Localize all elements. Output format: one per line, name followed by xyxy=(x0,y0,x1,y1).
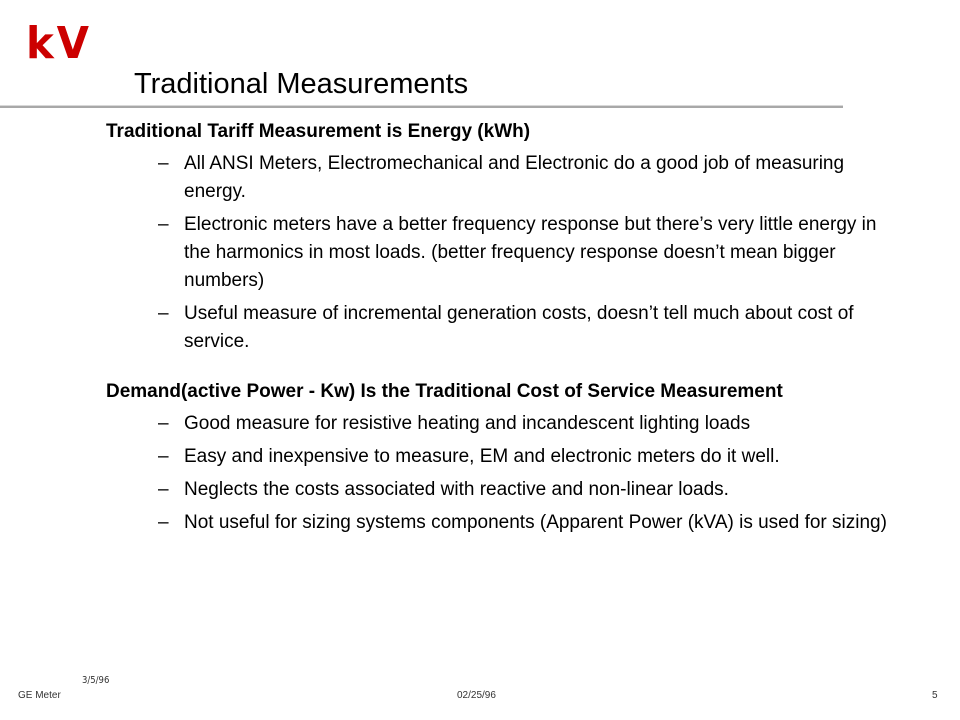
section-heading-demand: Demand(active Power - Kw) Is the Traditional Cost of Service Measurement xyxy=(106,381,783,402)
page-number: 5 xyxy=(932,690,938,701)
dash-bullet: – xyxy=(158,512,169,533)
dash-bullet: – xyxy=(158,413,169,434)
list-item xyxy=(106,443,904,471)
list-item-text: All ANSI Meters, Electromechanical and Electronic do a good job of measuring energy. xyxy=(184,153,845,202)
footer-small-date: 3/5/96 xyxy=(82,675,110,686)
section-spacer xyxy=(106,356,906,378)
dash-bullet: – xyxy=(158,303,169,324)
dash-bullet: – xyxy=(158,446,169,467)
list-item xyxy=(106,211,904,295)
slide-body xyxy=(106,118,906,537)
section-heading-energy: Traditional Tariff Measurement is Energy (kWh) xyxy=(106,121,531,142)
title-divider xyxy=(0,105,843,108)
footer-date: 02/25/96 xyxy=(457,690,496,701)
slide-title: Traditional Measurements xyxy=(134,68,469,100)
list-item xyxy=(106,410,904,438)
dash-bullet: – xyxy=(158,214,169,235)
list-item-text: Electronic meters have a better frequency response but there’s very little energy in the harmonics in most loads. (better frequency response doesn’t mean bigger numbers) xyxy=(184,214,877,291)
list-item xyxy=(106,509,904,537)
list-item xyxy=(106,476,904,504)
dash-bullet: – xyxy=(158,479,169,500)
list-item-text: Not useful for sizing systems components (Apparent Power (kVA) is used for sizing) xyxy=(184,512,887,533)
list-item-text: Easy and inexpensive to measure, EM and electronic meters do it well. xyxy=(184,446,780,467)
kv-logo: kV xyxy=(26,18,92,69)
list-item-text: Useful measure of incremental generation costs, doesn’t tell much about cost of service. xyxy=(184,303,854,352)
list-item xyxy=(106,300,904,356)
footer-company: GE Meter xyxy=(18,690,61,701)
list-item-text: Neglects the costs associated with reactive and non-linear loads. xyxy=(184,479,729,500)
dash-bullet: – xyxy=(158,153,169,174)
list-item xyxy=(106,150,904,206)
list-item-text: Good measure for resistive heating and incandescent lighting loads xyxy=(184,413,751,434)
